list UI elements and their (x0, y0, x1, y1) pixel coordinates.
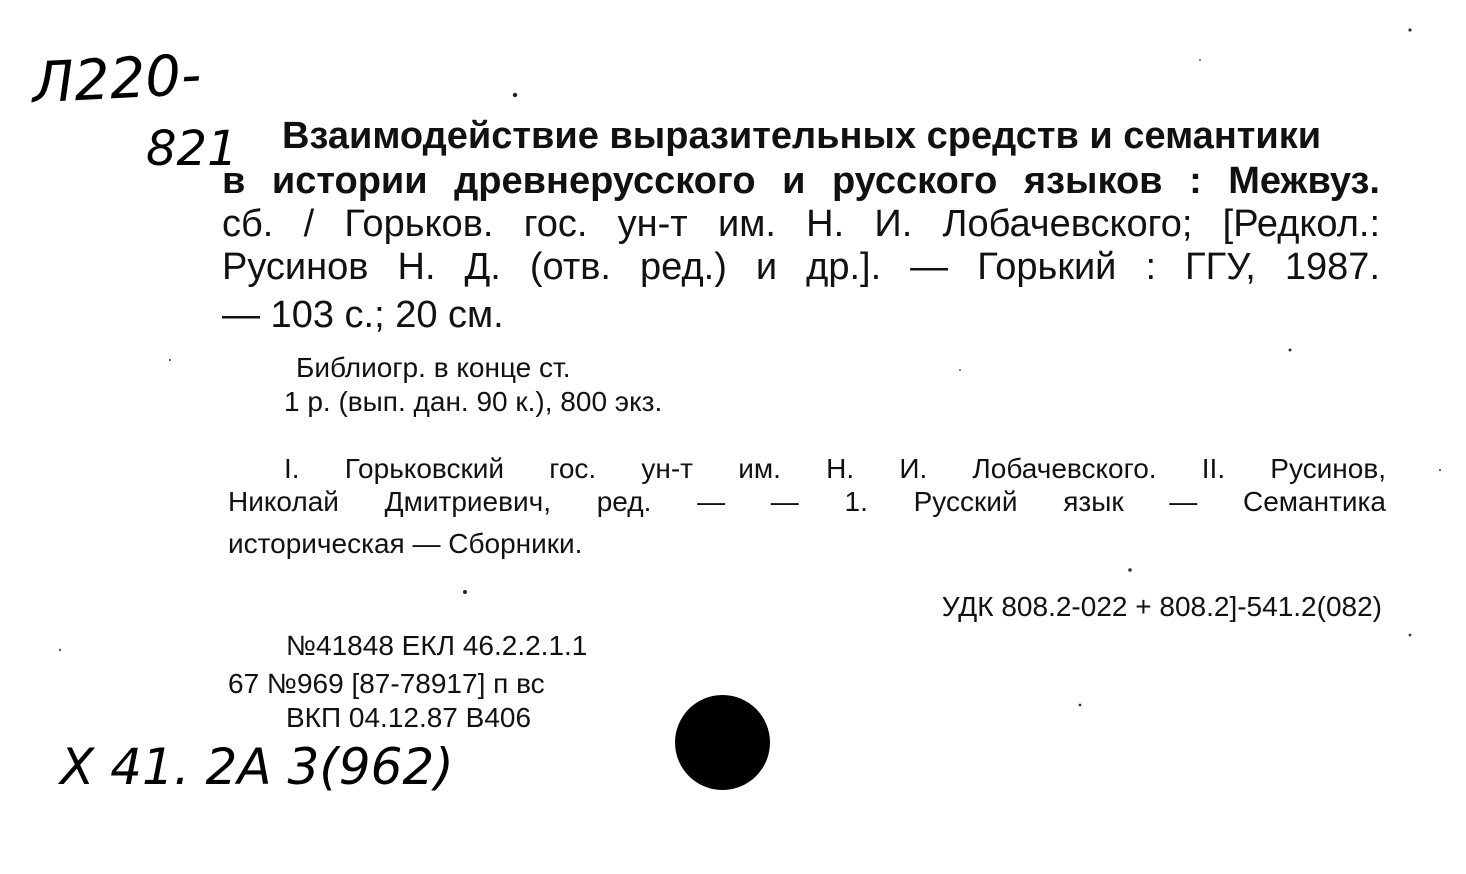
body-line-2: сб. / Горьков. гос. ун-т им. Н. И. Лобачевского; [Редкол.: (222, 203, 1380, 245)
tracing-line-2: Николай Дмитриевич, ред. — — 1. Русский язык — Семантика (228, 486, 1386, 517)
body-line-1: в истории древнерусского и русского языков : Межвуз. (222, 160, 1380, 202)
tracing-line-3: историческая — Сборники. (228, 528, 583, 559)
handwritten-classification: Х 41. 2А 3(962) (60, 738, 454, 796)
registry-number-2: 67 №969 [87-78917] п вс (228, 668, 545, 699)
body-line-3: Русинов Н. Д. (отв. ред.) и др.]. — Горький : ГГУ, 1987. (222, 246, 1380, 288)
body-line-4: — 103 с.; 20 см. (222, 294, 504, 336)
registry-number-1: №41848 ЕКЛ 46.2.2.1.1 (286, 630, 588, 661)
registry-number-3: ВКП 04.12.87 В406 (286, 702, 532, 733)
note-price: 1 р. (вып. дан. 90 к.), 800 экз. (284, 386, 663, 417)
tracing-line-1: I. Горьковский гос. ун-т им. Н. И. Лобачевского. II. Русинов, (284, 453, 1386, 484)
title-line: Взаимодействие выразительных средств и семантики (282, 115, 1322, 157)
handwritten-shelfmark: Л220- (30, 42, 203, 117)
udc-code: УДК 808.2-022 + 808.2]-541.2(082) (941, 591, 1382, 622)
handwritten-shelfmark-suffix: 821 (146, 121, 238, 177)
note-bibliography: Библиогр. в конце ст. (296, 352, 571, 383)
